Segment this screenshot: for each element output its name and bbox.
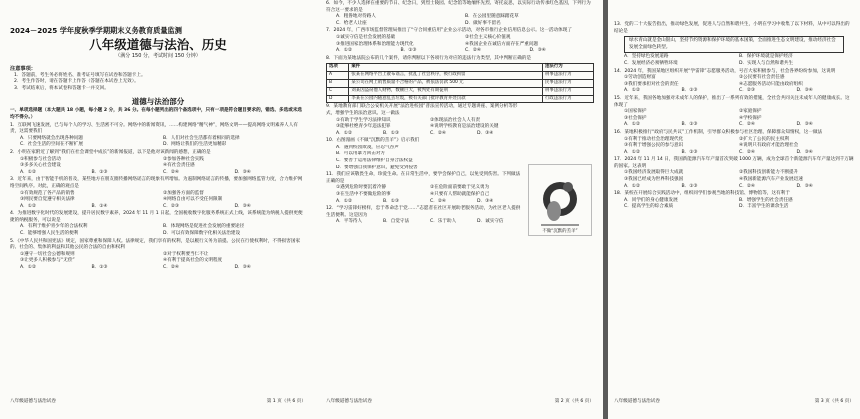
question-stem: 11．我们应该敬畏生命，珍爱生命。在日常生活中，要学会保护自己，以免受到伤害。下列做法正确的是 — [326, 172, 521, 184]
table-cell: 张某在网络平台上散布谣言，扰乱了社会秩序，被行政拘留 — [349, 72, 543, 80]
option-group — [326, 14, 594, 27]
question-list — [614, 22, 854, 211]
question-stem: 12．“学习雷锋好榜样，忠于革命忠于党……”志愿者在社区开展助老服务活动，为社区老人提供生活便利。这是因为 — [326, 206, 521, 218]
table-cell: B — [327, 79, 349, 87]
answer-choice: C．②④ — [163, 169, 180, 175]
question-list — [326, 1, 594, 62]
question-stem: 5．《中华人民共和国宪法》规定，国家尊重和保障人权。法律规定，我们享有的权利，是以履行义务为前提。公民在行使权利时，不得损害国家的、社会的、集体的利益和其他公民的合法的自由和权利 — [10, 238, 301, 251]
answer-choice: A．①② — [336, 130, 352, 136]
answer-choice: C．②④ — [739, 122, 756, 128]
option-label: ③有利于增强公民的参与意识 — [624, 143, 684, 149]
option-label: B．可以用暴力回击对方 — [336, 151, 386, 157]
answer-choice: B．①③ — [383, 198, 399, 204]
option-label: ②我国科技创新能力不断提升 — [739, 170, 799, 176]
option-group — [614, 54, 854, 67]
answer-choice: C．②④ — [430, 130, 447, 136]
question-item — [326, 1, 594, 27]
answer-choice: B．①③ — [91, 169, 108, 175]
answer-choices — [10, 204, 306, 211]
answer-choice: A．①② — [336, 198, 352, 204]
option-label: ①劳动创造财富 — [624, 75, 656, 81]
option-label: ①有效规范了各产品的销售 — [20, 190, 75, 196]
answer-choices — [614, 122, 854, 129]
option-label: C．社会生活的空间在不断扩展 — [20, 142, 83, 148]
option-label: ②体现法治社会人人有责 — [430, 117, 481, 123]
option-label: B．体现网络是促进社会发展的重要途径 — [163, 224, 245, 230]
option-label: ③让更多人积极参与“无偿” — [20, 258, 75, 264]
option-label: D．实现人与自然和谐共生 — [739, 60, 794, 66]
table-row — [327, 72, 594, 80]
answer-choice: D．③④ — [796, 149, 813, 155]
table-cell: 刑事违法行为 — [543, 72, 594, 80]
answer-choice: D．③④ — [477, 130, 494, 136]
table-header-cell: 违法行为 — [543, 64, 594, 72]
answer-choice: A．①② — [336, 48, 352, 54]
answer-choice: C．②④ — [465, 48, 482, 54]
answer-choices — [614, 88, 854, 95]
question-item — [614, 130, 854, 156]
option-label: B．自觉守法 — [383, 219, 410, 225]
table-cell: 李某在公园内随意乱丢垃圾，被有关部门批评教育并处罚款 — [349, 95, 543, 103]
option-label: B．增强学生的社会责任感 — [739, 197, 793, 203]
option-label: ④我国新能源汽车产业发展迅速 — [739, 177, 803, 183]
question-list — [10, 123, 306, 272]
footer-left: 八年级道德与法治试卷 — [614, 399, 660, 405]
option-label: ①遵守一切社会公德和规则 — [20, 251, 75, 257]
answer-choice: D．③④ — [477, 198, 494, 204]
question-item — [614, 69, 854, 95]
cartoon-caption: 不做“沉默的羔羊” — [542, 228, 578, 234]
question-item — [10, 150, 306, 176]
page-column-1 — [10, 0, 306, 410]
quote-box: 绿水青山就是金山银山，坚持节约资源和保护环境的基本国策，全面推进生态文明建设，推动经济社会发展全面绿色转型。 — [624, 36, 844, 53]
page-column-2 — [326, 0, 594, 410]
option-label: A．坚持绿色发展道路 — [624, 54, 669, 60]
option-label: B．在公园里随意踩踏花草 — [465, 14, 519, 20]
option-label: ④学校保护 — [739, 115, 762, 121]
option-label: ④我国企业在诚信方面存在严重问题 — [465, 41, 539, 47]
option-group — [614, 198, 854, 211]
option-label: ①国家保护 — [624, 109, 647, 115]
question-stem: 2．小明在家附近了解到“我们在社会课堂中成长”的新闻报道，以下是他对该新闻的感想，正确的是 — [10, 149, 211, 155]
answer-choices — [326, 199, 524, 206]
subject-title: 八年级道德与法治、历史 — [89, 37, 227, 52]
answer-choice: A．①② — [624, 122, 640, 128]
table-cell: D — [327, 95, 349, 103]
table-row — [327, 87, 594, 95]
option-label: ④说明学校教育是法治建设的关键 — [430, 124, 499, 130]
table-header-cell: 选项 — [327, 64, 349, 72]
question-stem: 1．互联网飞速发展，已与每个人的学习、生活密不可分。网络中的新闻资讯，……构建网络“精气神”，网络文明——提高网络文明素养人人有责，这需要我们 — [10, 122, 298, 135]
answer-choices — [326, 131, 524, 138]
answer-choice: C．②④ — [739, 183, 756, 189]
footer-page: 第 1 页（共 6 页） — [266, 399, 306, 405]
answer-choice: B．①③ — [681, 149, 698, 155]
option-label: D．诚实守信 — [477, 219, 504, 225]
option-label: A．粗鲁地对待路人 — [336, 14, 376, 20]
question-stem: 10．右图漫画《不做“沉默的羔羊”》启示我们 — [326, 138, 420, 144]
question-stem: 17．2024 年 11 月 14 日，我国新能源汽车年产量首次突破 1000 万辆，成为全球首个新能源汽车年产量达到千万辆的国家。这表明 — [614, 157, 854, 169]
question-item — [614, 191, 854, 211]
option-label: ③我国已经成为世界科技强国 — [624, 177, 684, 183]
exam-subtitle: （满分 150 分，考试时间 150 分钟） — [115, 53, 201, 59]
option-label: A．平等待人 — [336, 219, 363, 225]
answer-choice: B．①③ — [91, 265, 108, 271]
option-group — [614, 109, 854, 122]
footer-left: 八年级道德与法治试卷 — [10, 399, 56, 405]
case-table — [326, 63, 594, 103]
option-label: ②公民要有社会责任感 — [739, 75, 785, 81]
section-heading: 一、单项选择题（本大题共 18 小题，每小题 2 分，共 36 分。在每小题列出的四个备选项中，只有一项是符合题目要求的，错选、多选或未选均不得分。） — [10, 108, 303, 120]
question-item — [614, 157, 854, 190]
option-label: ①我国经济发展取得巨大成就 — [624, 170, 684, 176]
option-group — [326, 185, 524, 198]
option-label: A．只要网络就会出现各种问题 — [20, 135, 83, 141]
option-label: C．发展经济必须牺牲环境 — [624, 60, 678, 66]
option-label: C．乐于助人 — [430, 219, 457, 225]
exam-sheet-right — [608, 0, 860, 419]
notice-item: 1．答题前，考生务必将姓名、准考证号填写在试卷和答题卡上。 — [14, 72, 146, 78]
option-label: ④志愿服务活动只能由政府组织 — [739, 81, 803, 87]
question-item — [10, 123, 306, 149]
question-stem: 16．某地积极推行“政府与民共议”工作机制，引导群众积极参与社区治理、保障群众知情权，这一做法 — [614, 129, 823, 135]
option-group — [614, 137, 854, 150]
option-group — [326, 35, 594, 48]
answer-choice: B．①③ — [681, 183, 698, 189]
option-label: ②在危险面前要敢于见义勇为 — [430, 185, 490, 191]
option-label: C．要善于运用法律维护自身合法权益 — [336, 158, 413, 164]
option-label: ④说明只有政府才能治理社会 — [739, 143, 799, 149]
answer-choice: D．③④ — [796, 88, 813, 94]
notice-item: 2．考生作答时，请在答题卡上作答（答题在本试卷上无效）。 — [14, 79, 139, 85]
option-label: ①诚实守信是社会发展的基础 — [336, 34, 396, 40]
answer-choices — [10, 265, 306, 272]
option-group — [614, 75, 854, 88]
footer-left: 八年级道德与法治试卷 — [326, 399, 372, 405]
option-label: ④有利于提高社会的文明程度 — [163, 258, 223, 264]
option-label: ①有利于推动社会治理现代化 — [624, 136, 684, 142]
answer-choice: A．①② — [624, 88, 640, 94]
option-label: ③我们要承担对社会的责任 — [624, 81, 679, 87]
exam-title: 2024－2025 学年度秋季学期期末义务教育质量监测 — [10, 26, 182, 35]
answer-choice: C．②④ — [430, 198, 447, 204]
answer-choice: B．①③ — [681, 122, 698, 128]
footer-page: 第 3 页（共 6 页） — [814, 399, 854, 405]
option-label: C．给老人让座 — [336, 20, 367, 26]
question-item — [614, 22, 854, 68]
table-row — [327, 79, 594, 87]
option-label: ③多多关心社会建设 — [20, 163, 61, 169]
option-label: ③在生活中不要做危险的事 — [336, 192, 391, 198]
option-label: ②对于权利要当仁不让 — [163, 251, 209, 257]
option-group — [326, 118, 524, 131]
table-row — [327, 95, 594, 103]
option-group — [326, 219, 524, 226]
question-item — [326, 104, 594, 137]
question-item — [326, 56, 594, 63]
notice-title: 注意事项： — [10, 66, 36, 72]
question-stem: 14．2024 年，我国某地区组织开展“学雷锋”志愿服务活动，号召大家积极参与，社会各界纷纷参加，这说明 — [614, 68, 836, 74]
table-cell: 刘某因盗窃他人财物，数额巨大，被判处有期徒刑 — [349, 87, 543, 95]
option-label: A．同学们的身心健康发展 — [624, 197, 678, 203]
option-label: ②扩大了公民的民主权利 — [739, 136, 790, 142]
page-column-3 — [614, 0, 854, 410]
question-stem: 3．近年来，由于智能手机的普及，某些地方在朋友圈传播网络谣言的现象有所增加。为遏制网络谣言的传播，要加强网络监管力度，合力维护网络空间秩序。对此，正确的观点是 — [10, 177, 303, 189]
table-cell: 行政违法行为 — [543, 95, 594, 103]
table-cell: 民事违法行为 — [543, 79, 594, 87]
option-group — [10, 136, 306, 149]
answer-choice: D．③④ — [796, 122, 813, 128]
option-label: B．人们对社会生活都有着相同的选择 — [163, 135, 240, 141]
table-header-cell: 案件 — [349, 64, 543, 72]
question-item — [10, 211, 306, 237]
page-footer — [10, 399, 306, 406]
option-label: ②参加各种社会实践 — [163, 156, 204, 162]
option-label: ③能够杜绝青少年违法犯罪 — [336, 124, 391, 130]
footer-page: 第 2 页（共 6 页） — [554, 399, 594, 405]
table-cell: 刑事违法行为 — [543, 87, 594, 95]
option-group — [10, 224, 306, 237]
answer-choice: C．②④ — [163, 265, 180, 271]
option-label: D．要增强自我保护意识，避免受到侵害 — [336, 164, 418, 170]
table-cell: C — [327, 87, 349, 95]
option-group — [10, 157, 306, 170]
answer-choices — [614, 184, 854, 191]
option-label: ④网络自由可以不受任何限制 — [163, 197, 223, 203]
option-group — [10, 252, 306, 265]
answer-choice: A．①② — [20, 265, 36, 271]
table-cell: A — [327, 72, 349, 80]
option-label: ①积极参与社会活动 — [20, 156, 61, 162]
option-group — [614, 170, 854, 183]
option-label: D．可以有效保障数字化相关法治建设 — [163, 231, 241, 237]
answer-choice: A．①② — [624, 149, 640, 155]
question-stem: 8．下面为某地法院公布的几个案件，请你判断以下各项行为对应的违法行为类型，其中判断正确的是 — [326, 55, 532, 61]
cartoon-icon — [533, 175, 587, 229]
question-stem: 15．近年来，我国各地加强对未成年人的保护，推出了一系列有效的措施，全社会共同关注未成年人的健康成长。这体现了 — [614, 95, 850, 108]
answer-choice: B．①③ — [681, 88, 698, 94]
question-item — [10, 239, 306, 272]
question-item — [326, 28, 594, 54]
question-stem: 7．2024 年，广西市场监督管理局推出了“守合同重信用”企业公示活动，对各市推行企业信用信息公示。这一活动体现了 — [326, 28, 572, 34]
answer-choices — [326, 48, 594, 55]
answer-choices — [614, 150, 854, 157]
answer-choice: B．①③ — [400, 48, 417, 54]
answer-choice: B．①③ — [383, 130, 399, 136]
cartoon-figure — [528, 164, 592, 236]
option-label: ①遇到危险时要沉着冷静 — [336, 185, 387, 191]
answer-choice: C．②④ — [739, 149, 756, 155]
question-stem: 6．如今，不少人选择在重要的节日、纪念日，到烈士陵园、纪念馆等地缅怀先烈、寄托哀思，以实际行动传承红色基因，下列行为符合这一要求的是 — [326, 1, 591, 13]
answer-choice: D．③④ — [234, 265, 251, 271]
answer-choices — [10, 170, 306, 177]
option-label: ②加强各方面的监督 — [163, 190, 204, 196]
page-footer — [614, 399, 854, 406]
question-item — [614, 96, 854, 129]
option-label: A．遇到校园欺凌，应忍气吞声 — [336, 144, 399, 150]
option-label: B．保护环境就是保护经济 — [739, 54, 793, 60]
table-cell: 某公司在网上销售质量不合格的产品，被依法罚款 500 元 — [349, 79, 543, 87]
answer-choice: C．②③ — [739, 88, 756, 94]
part-title: 道德与法治部分 — [131, 97, 185, 107]
answer-choice: C．②③ — [163, 203, 180, 209]
option-label: ③推进国家治理体系和治理能力现代化 — [336, 41, 414, 47]
question-stem: 18．某校在开展综合实践活动中，组织同学们参观当地的科技馆、博物馆等，这有利于 — [614, 191, 790, 197]
option-label: ②社会主义核心价值观 — [465, 34, 511, 40]
table-header-row — [327, 64, 594, 72]
answer-choice: A．①② — [624, 183, 640, 189]
option-label: D．丰富学生的课余生活 — [739, 204, 789, 210]
answer-choice: D．③④ — [234, 169, 251, 175]
option-label: C．提高学生的综合素质 — [624, 204, 674, 210]
page-footer — [326, 399, 594, 406]
question-stem: 9．某地教育部门联合公安机关开展“法治进校园”普法宣传活动，通过专题讲座、案例分析等形式，增强学生的法治意识。这一做法 — [326, 104, 518, 116]
option-label: ③社会保护 — [624, 115, 647, 121]
question-stem: 4．为推进数字化时代的发展建设，提升居民数字素养，2024 年 11 月 1 日起，全国税收数字化服务系统正式上线，该系统能为纳税人提供更便捷的纳税服务，可以说是 — [10, 211, 303, 223]
option-label: ④只要有人帮助就能保护自己 — [430, 192, 490, 198]
notice-item: 3．考试结束后，将本试卷和答题卡一并交回。 — [14, 85, 109, 91]
answer-choice: A．①② — [20, 169, 36, 175]
question-item — [10, 177, 306, 210]
option-label: ④有社会责任感 — [163, 163, 195, 169]
option-label: D．做好事不留名 — [465, 20, 501, 26]
option-group — [10, 191, 306, 204]
option-label: ①有助于学生学习法律知识 — [336, 117, 391, 123]
answer-choice: D．③④ — [529, 48, 546, 54]
answer-choice: B．①④ — [91, 203, 108, 209]
option-label: C．能够增强人民生活的便利 — [20, 231, 79, 237]
answer-choice: D．③④ — [234, 203, 251, 209]
option-label: D．网络让我们的生活更加精彩 — [163, 142, 227, 148]
question-stem: 13．党的二十大报告指出，推动绿色发展，促进人与自然和谐共生，小明在学习中收集了以下材料，从中可以得出的结论是 — [614, 22, 850, 34]
option-label: ③网民要自觉遵守相关法律 — [20, 197, 75, 203]
option-label: ②家庭保护 — [739, 109, 762, 115]
option-label: A．有利于维护青少年的合法权利 — [20, 224, 88, 230]
answer-choice: D．③④ — [796, 183, 813, 189]
answer-choice: A．①② — [20, 203, 36, 209]
